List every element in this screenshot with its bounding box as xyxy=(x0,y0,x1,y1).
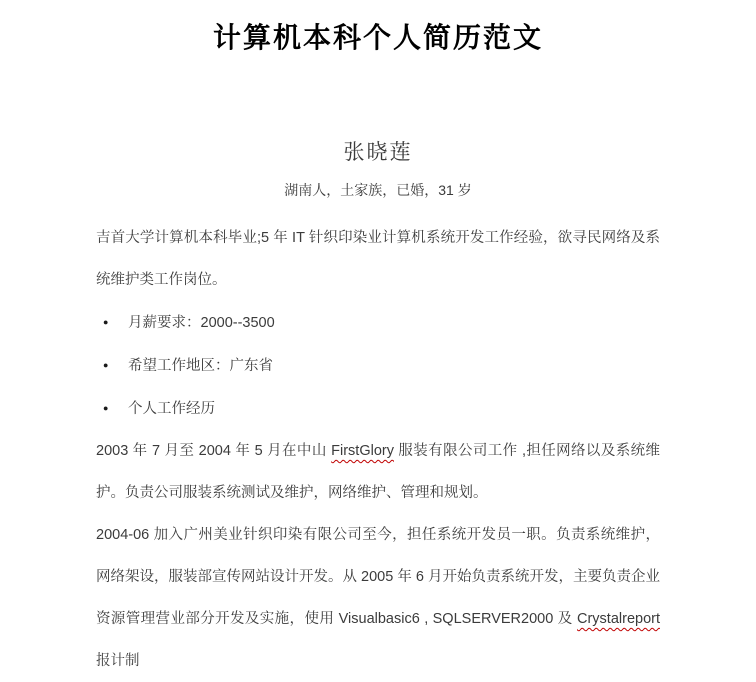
list-item-salary xyxy=(96,301,660,344)
experience-2004-text-cont: 报计制 xyxy=(96,653,140,669)
list-item-work-experience xyxy=(96,387,660,430)
bullet-icon: ● xyxy=(103,317,109,327)
page-title: 计算机本科个人简历范文 xyxy=(212,22,543,53)
candidate-name: 张晓莲 xyxy=(343,141,413,164)
requirements-list xyxy=(96,301,660,430)
experience-2004-paragraph xyxy=(96,514,660,682)
bullet-icon: ● xyxy=(103,360,109,370)
summary-paragraph: 吉首大学计算机本科毕业;5 年 IT 针织印染业计算机系统开发工作经验，欲寻民网络及系统维护类工作岗位。 xyxy=(96,230,660,288)
bullet-icon: ● xyxy=(103,403,109,413)
list-item-label: 月薪要求：2000--3500 xyxy=(128,315,275,331)
list-item-work-region xyxy=(96,344,660,387)
experience-2004-text: 2004-06 加入广州美业针织印染有限公司至今，担任系统开发员一职。负责系统维护，网络架设，服装部宣传网站设计开发。从 2005 年 6 月开始负责系统开发，主要负责企业资源管理营业部分开发及实施，使用 Visualbasic6 , SQLSERVER2000 及 xyxy=(96,527,660,627)
experience-2003-paragraph xyxy=(96,430,660,514)
experience-2003-text-cont: 服装有限公司工作 ,担任网络以及系统维护。负责公司服装系统测试及维护，网络维护、管理和规划。 xyxy=(96,443,660,501)
list-item-label: 希望工作地区：广东省 xyxy=(128,358,273,374)
resume-body xyxy=(96,217,660,682)
experience-2003-text: 2003 年 7 月至 2004 年 5 月在中山 xyxy=(96,443,332,459)
misspelled-word: Crystalreport xyxy=(577,611,660,627)
list-item-label: 个人工作经历 xyxy=(128,401,215,417)
candidate-profile: 湖南人，土家族，已婚，31 岁 xyxy=(284,182,472,198)
misspelled-word: FirstGlory xyxy=(331,443,394,459)
